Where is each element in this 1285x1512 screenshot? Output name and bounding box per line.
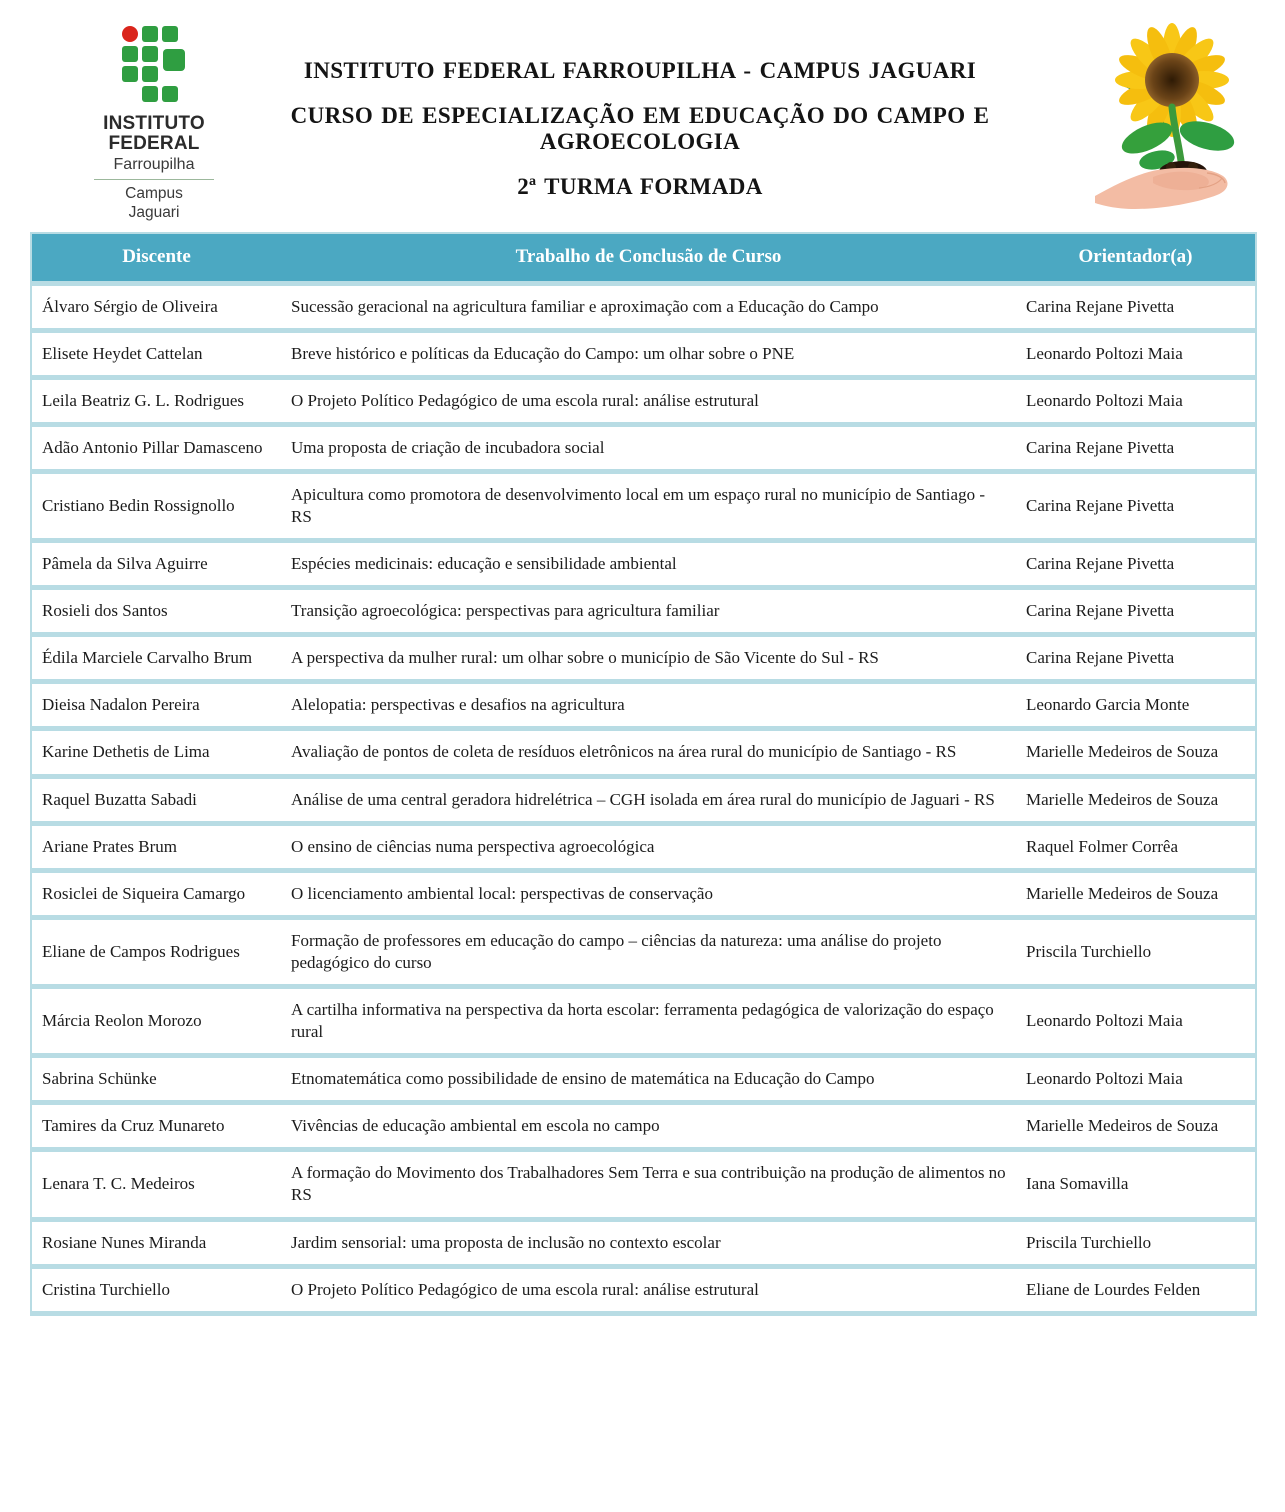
cell-discente: Dieisa Nadalon Pereira	[42, 695, 200, 715]
cell-trabalho: Uma proposta de criação de incubadora social	[291, 437, 605, 457]
cell-orientador: Carina Rejane Pivetta	[1026, 601, 1175, 621]
table-row	[31, 1103, 1256, 1150]
logo-org-name-line2: FEDERAL	[108, 132, 200, 154]
sunflower-in-hand-icon	[1095, 20, 1247, 228]
cell-orientador: Marielle Medeiros de Souza	[1026, 883, 1219, 903]
document-title-block	[215, 58, 1065, 219]
header-row	[31, 233, 1256, 283]
cell-trabalho: O ensino de ciências numa perspectiva agroecológica	[291, 836, 655, 856]
cell-orientador: Leonardo Poltozi Maia	[1026, 1069, 1183, 1089]
cell-discente: Lenara T. C. Medeiros	[42, 1174, 195, 1194]
cell-discente: Raquel Buzatta Sabadi	[42, 789, 197, 809]
document-header	[0, 0, 1285, 232]
cell-trabalho: A formação do Movimento dos Trabalhadores Sem Terra e sua contribuição na produção de alimentos no RS	[291, 1163, 1006, 1205]
cell-orientador: Carina Rejane Pivetta	[1026, 648, 1175, 668]
table-row	[31, 1150, 1256, 1219]
cell-orientador: Leonardo Poltozi Maia	[1026, 1011, 1183, 1031]
cell-trabalho: Apicultura como promotora de desenvolvimento local em um espaço rural no município de Santiago - RS	[291, 484, 985, 526]
cell-trabalho: Etnomatemática como possibilidade de ensino de matemática na Educação do Campo	[291, 1069, 875, 1089]
cell-trabalho: O licenciamento ambiental local: perspectivas de conservação	[291, 883, 713, 903]
cell-orientador: Carina Rejane Pivetta	[1026, 554, 1175, 574]
cell-discente: Cristina Turchiello	[42, 1279, 170, 1299]
table-row	[31, 541, 1256, 588]
sunflower-center	[1145, 53, 1199, 107]
table-row	[31, 1219, 1256, 1266]
table-row	[31, 635, 1256, 682]
cell-discente: Rosieli dos Santos	[42, 601, 168, 621]
if-farroupilha-logo	[90, 26, 218, 223]
cell-orientador: Eliane de Lourdes Felden	[1026, 1279, 1201, 1299]
cell-trabalho: O Projeto Político Pedagógico de uma escola rural: análise estrutural	[291, 1279, 759, 1299]
column-header-orientador: Orientador(a)	[1016, 233, 1256, 283]
cell-trabalho: Vivências de educação ambiental em escola no campo	[291, 1116, 660, 1136]
cell-orientador: Raquel Folmer Corrêa	[1026, 836, 1179, 856]
title-course: CURSO DE ESPECIALIZAÇÃO EM EDUCAÇÃO DO CAMPO E AGROECOLOGIA	[290, 103, 990, 154]
cell-discente: Rosiane Nunes Miranda	[42, 1232, 207, 1252]
cell-discente: Elisete Heydet Cattelan	[42, 343, 203, 363]
cell-trabalho: Espécies medicinais: educação e sensibilidade ambiental	[291, 554, 677, 574]
cell-orientador: Marielle Medeiros de Souza	[1026, 789, 1219, 809]
cell-discente: Pâmela da Silva Aguirre	[42, 554, 208, 574]
cell-orientador: Marielle Medeiros de Souza	[1026, 742, 1219, 762]
column-header-trabalho: Trabalho de Conclusão de Curso	[281, 233, 1016, 283]
table-row	[31, 588, 1256, 635]
cell-discente: Karine Dethetis de Lima	[42, 742, 210, 762]
cell-orientador: Priscila Turchiello	[1026, 1232, 1152, 1252]
cell-trabalho: A perspectiva da mulher rural: um olhar sobre o município de São Vicente do Sul - RS	[291, 648, 879, 668]
table-row	[31, 1056, 1256, 1103]
table-row	[31, 776, 1256, 823]
cell-discente: Eliane de Campos Rodrigues	[42, 941, 240, 961]
cell-discente: Édila Marciele Carvalho Brum	[42, 648, 253, 668]
title-class: 2ª TURMA FORMADA	[517, 174, 763, 199]
cell-trabalho: Alelopatia: perspectivas e desafios na agricultura	[291, 695, 625, 715]
table-row	[31, 471, 1256, 540]
logo-state-name: Farroupilha	[113, 155, 195, 173]
table-row	[31, 424, 1256, 471]
cell-orientador: Priscila Turchiello	[1026, 941, 1152, 961]
cell-orientador: Carina Rejane Pivetta	[1026, 437, 1175, 457]
cell-discente: Álvaro Sérgio de Oliveira	[42, 296, 218, 316]
if-logo-icon	[122, 26, 186, 104]
table-row	[31, 330, 1256, 377]
cell-orientador: Carina Rejane Pivetta	[1026, 495, 1175, 515]
cell-orientador: Carina Rejane Pivetta	[1026, 296, 1175, 316]
cell-orientador: Leonardo Garcia Monte	[1026, 695, 1190, 715]
table-row	[31, 377, 1256, 424]
table-row	[31, 682, 1256, 729]
tcc-table	[30, 232, 1257, 1316]
table-row	[31, 1266, 1256, 1313]
table-row	[31, 917, 1256, 986]
cell-trabalho: Transição agroecológica: perspectivas para agricultura familiar	[291, 601, 720, 621]
table-row	[31, 823, 1256, 870]
cell-orientador: Leonardo Poltozi Maia	[1026, 343, 1183, 363]
title-institution: INSTITUTO FEDERAL FARROUPILHA - CAMPUS JAGUARI	[303, 58, 977, 83]
cell-discente: Tamires da Cruz Munareto	[42, 1116, 225, 1136]
cell-discente: Adão Antonio Pillar Damasceno	[42, 437, 263, 457]
cell-orientador: Marielle Medeiros de Souza	[1026, 1116, 1219, 1136]
tcc-table-body	[31, 283, 1256, 1313]
cell-orientador: Leonardo Poltozi Maia	[1026, 390, 1183, 410]
cell-trabalho: Análise de uma central geradora hidrelétrica – CGH isolada em área rural do município de Jaguari - RS	[291, 789, 995, 809]
cell-discente: Leila Beatriz G. L. Rodrigues	[42, 390, 245, 410]
logo-divider	[94, 179, 214, 180]
cell-discente: Cristiano Bedin Rossignollo	[42, 495, 235, 515]
cell-trabalho: Avaliação de pontos de coleta de resíduos eletrônicos na área rural do município de Santiago - RS	[291, 742, 957, 762]
hand-icon	[1095, 168, 1228, 209]
cell-discente: Ariane Prates Brum	[42, 836, 178, 856]
table-row	[31, 283, 1256, 330]
cell-discente: Márcia Reolon Morozo	[42, 1011, 202, 1031]
tcc-table-head	[31, 233, 1256, 283]
cell-trabalho: Breve histórico e políticas da Educação do Campo: um olhar sobre o PNE	[291, 343, 795, 363]
table-row	[31, 987, 1256, 1056]
cell-trabalho: Sucessão geracional na agricultura familiar e aproximação com a Educação do Campo	[291, 296, 879, 316]
table-row	[31, 870, 1256, 917]
cell-trabalho: Jardim sensorial: uma proposta de inclusão no contexto escolar	[291, 1232, 721, 1252]
sunflower-illustration	[1095, 20, 1247, 228]
cell-trabalho: Formação de professores em educação do campo – ciências da natureza: uma análise do projeto pedagógico do curso	[291, 930, 942, 972]
logo-campus-line2: Jaguari	[128, 204, 180, 222]
logo-campus-line1: Campus	[125, 184, 183, 202]
cell-discente: Rosiclei de Siqueira Camargo	[42, 883, 246, 903]
logo-org-name-line1: INSTITUTO	[103, 113, 205, 134]
cell-trabalho: O Projeto Político Pedagógico de uma escola rural: análise estrutural	[291, 390, 759, 410]
cell-orientador: Iana Somavilla	[1026, 1174, 1129, 1194]
cell-trabalho: A cartilha informativa na perspectiva da horta escolar: ferramenta pedagógica de valorização do espaço rural	[291, 1000, 994, 1042]
table-row	[31, 729, 1256, 776]
column-header-discente: Discente	[31, 233, 281, 283]
cell-discente: Sabrina Schünke	[42, 1069, 157, 1089]
